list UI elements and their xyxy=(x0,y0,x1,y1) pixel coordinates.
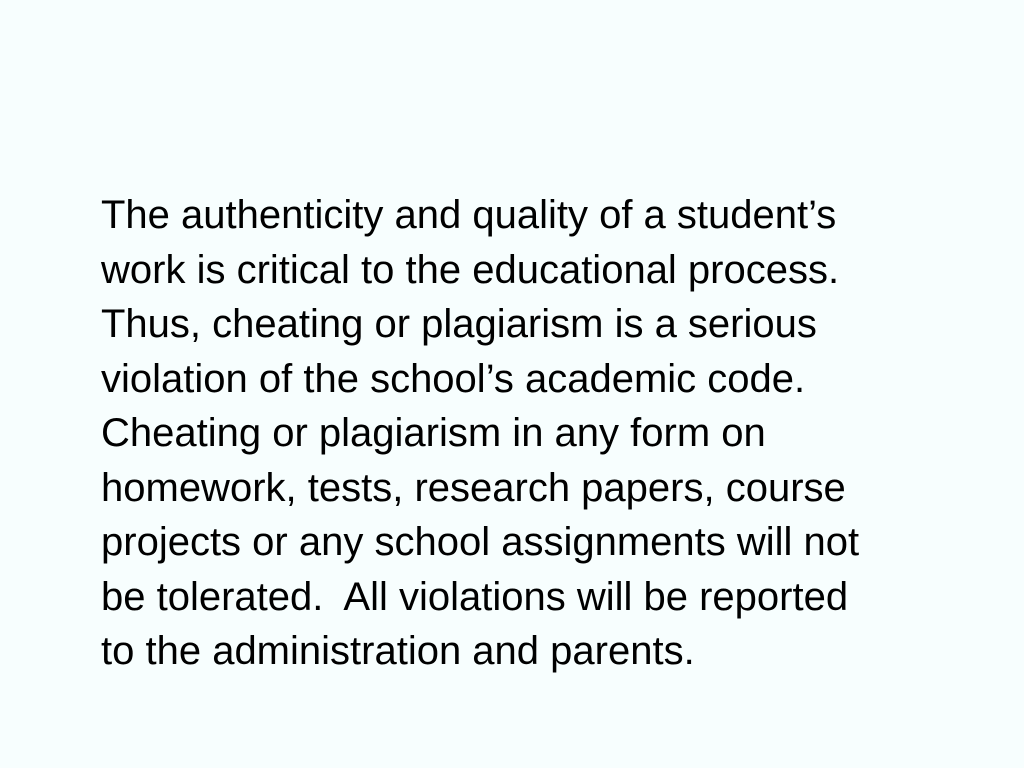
paragraph-line: homework, tests, research papers, course xyxy=(101,465,846,510)
paragraph-line: work is critical to the educational process. xyxy=(101,247,840,292)
paragraph-line: projects or any school assignments will not xyxy=(101,520,860,564)
paragraph-line: Cheating or plagiarism in any form on xyxy=(101,411,766,455)
body-paragraph xyxy=(101,188,1001,679)
paragraph-line: Thus, cheating or plagiarism is a serious xyxy=(101,302,817,346)
paragraph-line: be tolerated. All violations will be reported xyxy=(101,574,849,619)
paragraph-line: violation of the school’s academic code. xyxy=(101,356,806,401)
paragraph-line: to the administration and parents. xyxy=(101,629,695,673)
paragraph-line: The authenticity and quality of a student’s xyxy=(101,193,837,237)
